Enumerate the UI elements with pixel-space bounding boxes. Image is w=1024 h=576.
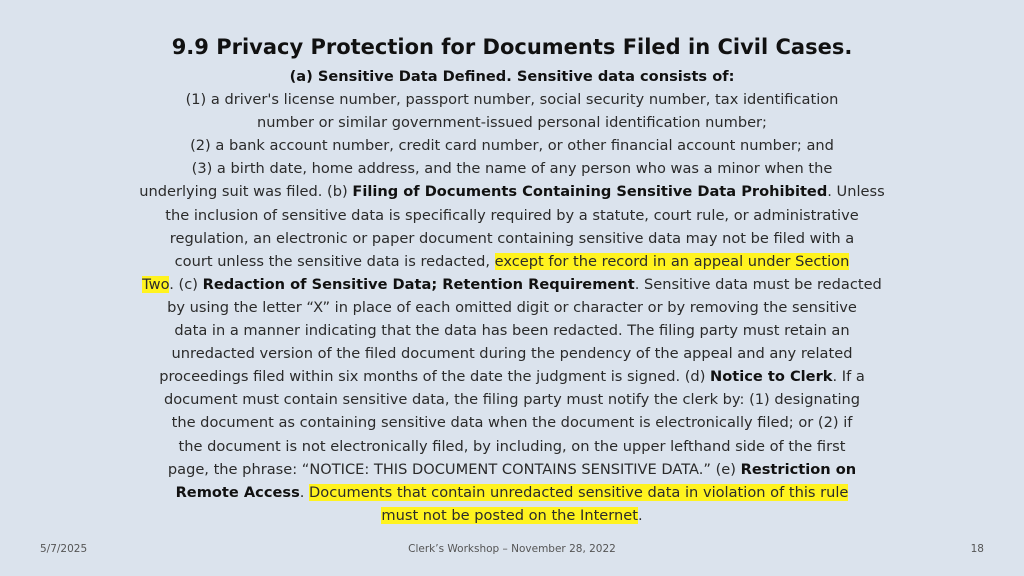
footer-date: 5/7/2025 [40, 543, 88, 555]
text-line [108, 504, 916, 527]
text-segment: court unless the sensitive data is redacted, [174, 252, 495, 270]
text-segment: . Sensitive data must be redacted [634, 275, 882, 293]
highlighted-text: Documents that contain unredacted sensitive data in violation of this rule [309, 483, 849, 501]
rule-text-body [108, 65, 916, 527]
text-line [108, 481, 916, 504]
text-segment: . (c) [169, 275, 203, 293]
text-line [108, 296, 916, 319]
text-segment: underlying suit was filed. (b) [139, 183, 353, 201]
slide-title: 9.9 Privacy Protection for Documents Filed in Civil Cases. [171, 35, 853, 59]
text-line [108, 435, 916, 458]
text-line [108, 342, 916, 365]
text-line [108, 411, 916, 434]
text-line [108, 157, 916, 180]
text-segment: proceedings filed within six months of the date the judgment is signed. (d) [159, 368, 711, 386]
section-heading: Remote Access [175, 483, 300, 501]
text-segment: regulation, an electronic or paper document containing sensitive data may not be filed with a [169, 229, 855, 247]
text-line [108, 365, 916, 388]
text-segment: the document as containing sensitive data when the document is electronically filed; or (2) if [171, 414, 853, 432]
text-line [108, 319, 916, 342]
highlighted-text: must not be posted on the Internet [381, 506, 638, 524]
text-segment: data in a manner indicating that the data has been redacted. The filing party must retain an [174, 322, 850, 340]
text-line [108, 204, 916, 227]
highlighted-text: except for the record in an appeal under Section [494, 252, 850, 270]
text-segment: unredacted version of the filed document during the pendency of the appeal and any related [171, 345, 853, 363]
text-segment: page, the phrase: “NOTICE: THIS DOCUMENT CONTAINS SENSITIVE DATA.” (e) [167, 460, 741, 478]
text-segment: document must contain sensitive data, the filing party must notify the clerk by: (1) designating [163, 391, 861, 409]
text-segment: (2) a bank account number, credit card number, or other financial account number; and [190, 137, 834, 155]
text-line [108, 180, 916, 203]
text-segment: . [299, 483, 310, 501]
text-segment: . [637, 506, 643, 524]
text-line [108, 227, 916, 250]
text-segment: by using the letter “X” in place of each omitted digit or character or by removing the sensitive [167, 298, 857, 316]
text-segment: the document is not electronically filed, by including, on the upper lefthand side of the first [178, 437, 846, 455]
text-line [108, 250, 916, 273]
text-segment: the inclusion of sensitive data is specifically required by a statute, court rule, or administrative [165, 206, 859, 224]
highlighted-text: Two [142, 275, 170, 293]
text-line [108, 134, 916, 157]
section-heading: Filing of Documents Containing Sensitive Data Prohibited [352, 183, 828, 201]
text-line [108, 273, 916, 296]
text-line [108, 88, 916, 111]
footer-event: Clerk’s Workshop – November 28, 2022 [408, 543, 616, 555]
section-heading: Redaction of Sensitive Data; Retention Requirement [202, 275, 635, 293]
text-segment: . If a [832, 368, 865, 386]
section-heading: Restriction on [740, 460, 857, 478]
text-segment: (1) a driver's license number, passport number, social security number, tax identification [185, 91, 839, 109]
text-line [108, 388, 916, 411]
text-line [108, 65, 916, 88]
section-heading: (a) Sensitive Data Defined. Sensitive data consists of: [289, 68, 735, 85]
text-segment: . Unless [827, 183, 885, 201]
text-segment: (3) a birth date, home address, and the name of any person who was a minor when the [191, 160, 833, 178]
text-line [108, 111, 916, 134]
text-segment: number or similar government-issued personal identification number; [257, 114, 767, 132]
slide-number: 18 [970, 543, 984, 555]
text-line [108, 458, 916, 481]
section-heading: Notice to Clerk [710, 368, 833, 386]
